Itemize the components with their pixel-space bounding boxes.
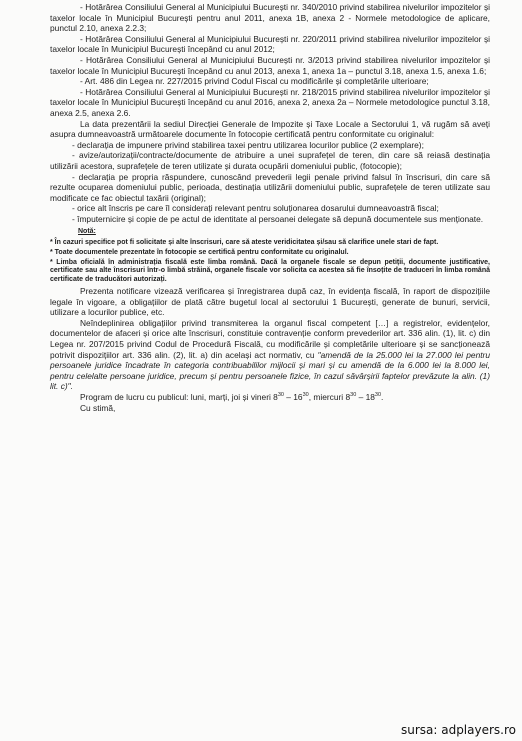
documents-intro: La data prezentării la sediul Direcției Generale de Impozite și Taxe Locale a Sectorului 1, vă rugăm să aveți asupra dumneavoastră următoarele documente în fotocopie certificată pentru conformitate cu originalul: — [50, 118, 490, 140]
working-hours-text: – 16 — [283, 391, 303, 402]
document-item-5: - împuternicire și copie de pe actul de identitate al persoanei delegate să depună documentele sus menționate. — [72, 213, 484, 224]
working-hours-sup: 30 — [374, 392, 382, 399]
closing-salutation: Cu stimă, — [80, 402, 116, 413]
working-hours-text: , miercuri 8 — [308, 391, 351, 402]
note-3: * Limba oficială în administrația fiscală este limba română. Dacă la organele fiscale se depun petiții, documente justificative, certificate sau alte înscrisuri într-o limbă străină, organele fiscale vor solicita ca acestea să fie însoțite de traduceri în limba română certificate de traducători autorizați. — [50, 258, 490, 283]
legal-reference-4: - Art. 486 din Legea nr. 227/2015 privind Codul Fiscal cu modificările și completările ulterioare; — [80, 76, 429, 87]
legal-reference-2: - Hotărârea Consiliului General al Municipiului București nr. 220/2011 privind stabilirea nivelurilor impozitelor și taxelor locale în Municipiul București începând cu anul 2012; — [50, 33, 490, 55]
notes-section — [50, 228, 490, 284]
working-hours-sup: 30 — [350, 392, 357, 399]
source-watermark: sursa: adplayers.ro — [400, 723, 516, 737]
document-item-2: - avize/autorizații/contracte/documente de atribuire a unei suprafețel de teren, din care să reiasă destinația utilizării acestora, suprafețele de teren utilizate și durata ocupării domeniului public, (fotocopie); — [50, 150, 490, 171]
note-2: * Toate documentele prezentate în fotocopie se certifică pentru conformitate cu originalul. — [50, 248, 349, 256]
document-item-1: - declarația de impunere privind stabilirea taxei pentru utilizarea locurilor publice (2 exemplare); — [72, 139, 424, 150]
working-hours-sup: 30 — [302, 392, 309, 399]
notes-heading: Notă: — [78, 228, 96, 236]
document-item-3: - declarația pe propria răspundere, cunoscând prevederii legii penale privind falsul în înscrisuri, din care să rezulte ocuparea domeniului public, perioada, destinația utilizării domeniului public, suprafețele de teren utilizate sau modificate ce fac obiectul taxării (original); — [50, 171, 490, 203]
working-hours — [50, 392, 490, 403]
notification-paragraph: Prezenta notificare vizează verificarea și înregistrarea după caz, în evidența fiscală, în raport de dispozițiile legale în vigoare, a obligațiilor de plată către bugetul local al sectorului 1 București, generate de bunuri, servicii, utilizare a locurilor publice, etc. — [50, 286, 490, 318]
working-hours-text: . — [381, 391, 384, 402]
legal-reference-3: - Hotărârea Consiliului General al Municipiului București nr. 3/2013 privind stabilirea nivelurilor impozitelor și taxelor locale în Municipiul București începând cu anul 2013, anexa 1, anexa 1a – punctul 3.18, anexa 1.5, anexa 1.6; — [50, 54, 490, 76]
document-item-4: - orice alt înscris pe care îl considerați relevant pentru soluționarea dosarului dumneavoastră fiscal; — [72, 203, 439, 214]
penalty-quote: "amendă de la 25.000 lei la 27.000 lei pentru persoanele juridice încadrate în categoria contribuabililor mijlocii și mari și cu amendă de la 6.000 lei la 8.000 lei, pentru celelalte persoane juridice, precum și pentru persoanele fizice, în cazul săvârșirii faptelor prevăzute la alin. (1) lit. c)". — [50, 349, 490, 392]
penalty-paragraph — [50, 318, 490, 392]
working-hours-text: – 18 — [356, 391, 375, 402]
legal-reference-1: - Hotărârea Consiliului General al Municipiului București nr. 340/2010 privind stabilirea nivelurilor impozitelor și taxelor locale în Municipiul București pentru anul 2011, anexa 1B, anexa 2 - Normele metodologice de aplicare, punctul 2.10, anexa 2.2.3; — [50, 2, 490, 34]
penalty-text: Neîndeplinirea obligațiilor privind transmiterea la organul fiscal competent […] a registrelor, evidențelor, documentelor de afaceri și orice alte înscrisuri, constituie contravenție conform prevederilor art. 336 alin. (1), lit. c) din Legea nr. 207/2015 privind Codul de Procedură Fiscală, cu modificările și completările ulterioare și se sancționează potrivit dispozițiilor art. 336 alin. (2), lit. a) din același act normativ, cu — [50, 317, 490, 360]
working-hours-text: Program de lucru cu publicul: luni, marți, joi și vineri 8 — [80, 391, 278, 402]
legal-reference-5: - Hotărârea Consiliului General al Municipiului București nr. 218/2015 privind stabilirea nivelurilor impozitelor și taxelor locale în Municipiul București începând cu anul 2016, anexa 2, anexa 2a – Normele metodologice punctul 3.18, anexa 2.5, anexa 2.6. — [50, 86, 490, 118]
working-hours-sup: 30 — [277, 392, 284, 399]
note-1: * În cazuri specifice pot fi solicitate și alte înscrisuri, care să ateste veridicitatea și/sau să clarifice unele stari de fapt. — [50, 238, 439, 246]
document-body — [50, 2, 490, 413]
